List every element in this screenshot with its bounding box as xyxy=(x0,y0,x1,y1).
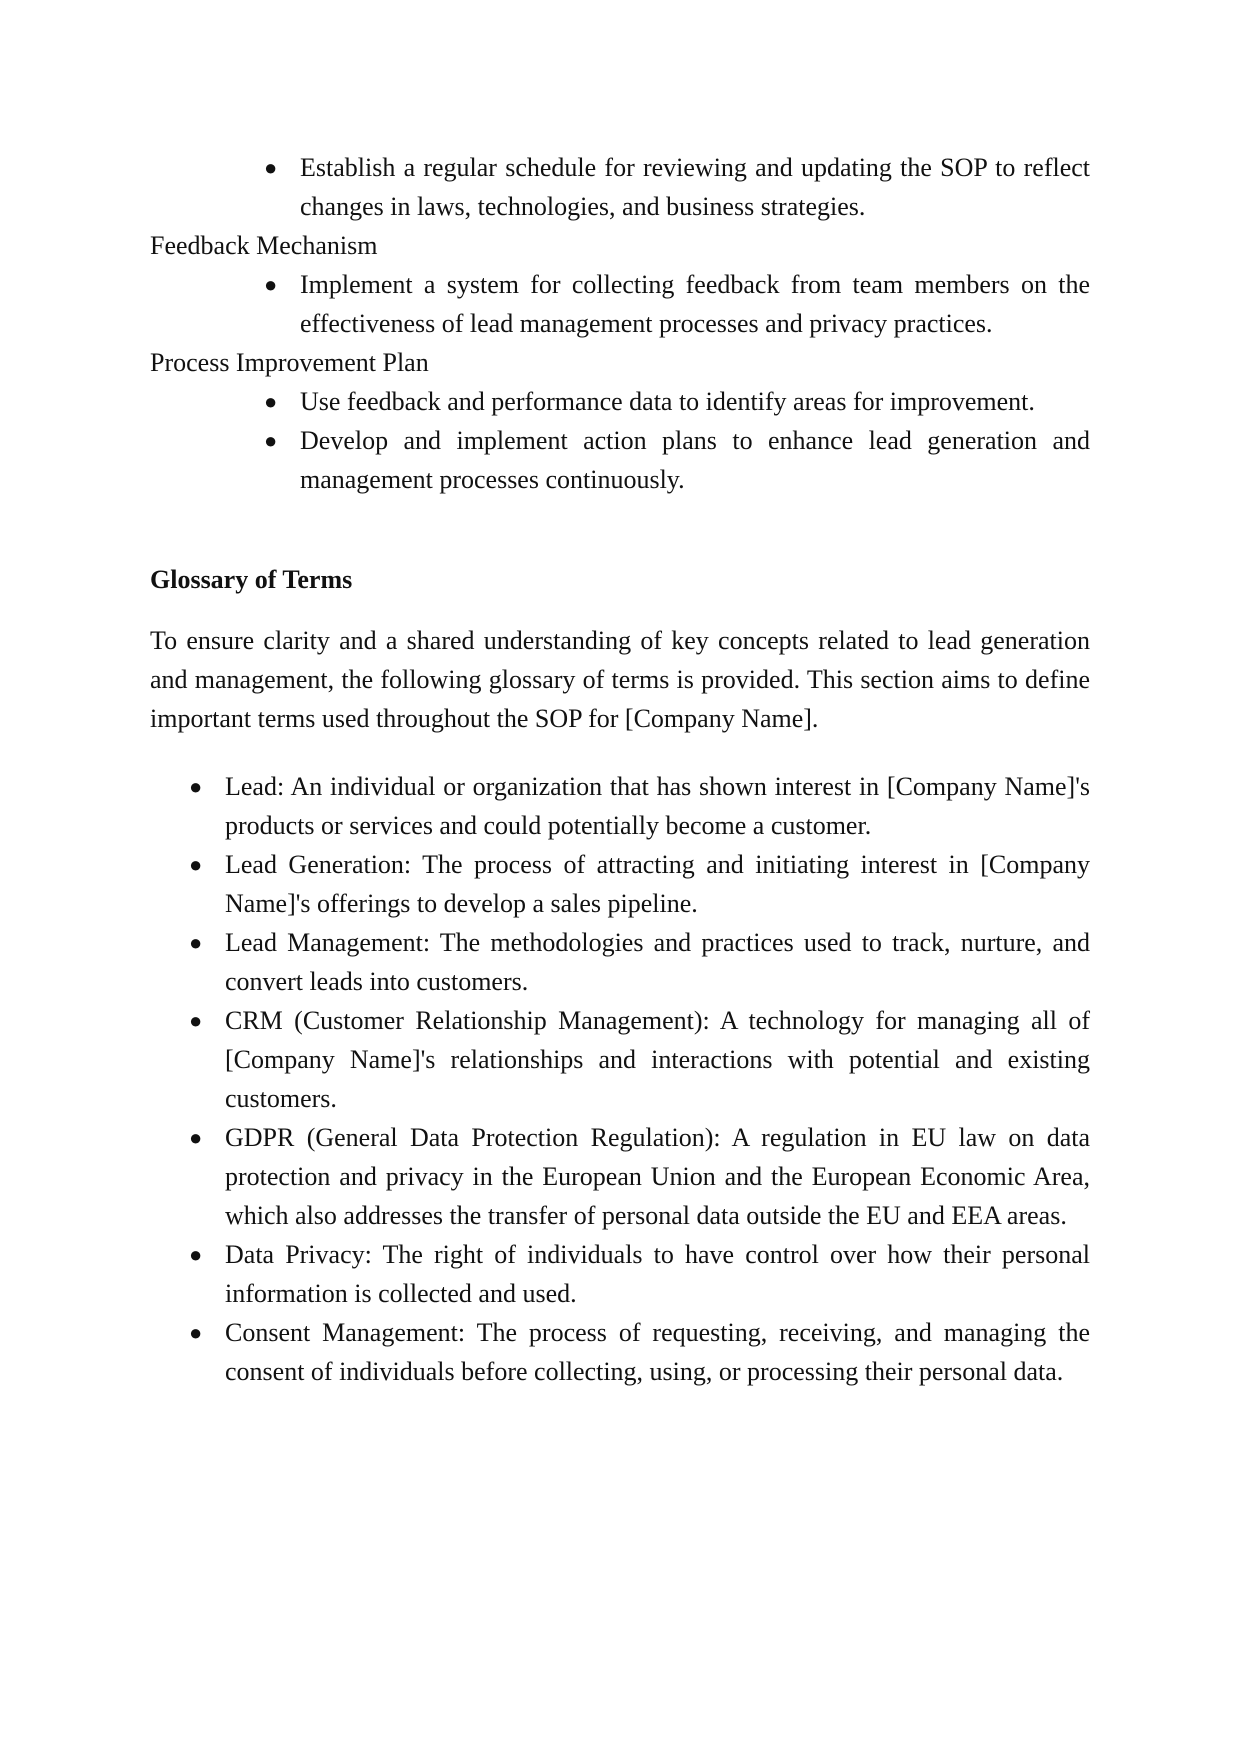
list-item xyxy=(264,265,1090,343)
glossary-title: Glossary of Terms xyxy=(150,565,353,594)
glossary-item-text: CRM (Customer Relationship Management): A technology for managing all of [Company Name]'s relationships and interactions with potential and existing customers. xyxy=(225,1006,1090,1113)
glossary-item xyxy=(189,845,1090,923)
glossary-item-text: Lead Management: The methodologies and practices used to track, nurture, and convert leads into customers. xyxy=(225,928,1090,996)
bullet-icon: ● xyxy=(189,1320,203,1345)
bullet-icon: ● xyxy=(189,774,203,799)
bullet-icon: ● xyxy=(264,272,278,297)
bullet-icon: ● xyxy=(189,1008,203,1033)
glossary-item-text: GDPR (General Data Protection Regulation): A regulation in EU law on data protection and privacy in the European Union and the European Economic Area, which also addresses the transfer of personal data outside the EU and EEA areas. xyxy=(225,1123,1090,1230)
list-item xyxy=(264,148,1090,226)
glossary-item xyxy=(189,1235,1090,1313)
glossary-item-text: Lead Generation: The process of attracting and initiating interest in [Company Name]'s offerings to develop a sales pipeline. xyxy=(225,850,1090,918)
bullet-icon: ● xyxy=(189,930,203,955)
feedback-heading: Feedback Mechanism xyxy=(150,231,378,260)
bullet-icon: ● xyxy=(189,1242,203,1267)
bullet-icon: ● xyxy=(189,852,203,877)
list-item-text: Establish a regular schedule for reviewing and updating the SOP to reflect changes in laws, technologies, and business strategies. xyxy=(300,153,1090,221)
glossary-intro: To ensure clarity and a shared understanding of key concepts related to lead generation and management, the following glossary of terms is provided. This section aims to define important terms used throughout the SOP for [Company Name]. xyxy=(150,626,1090,733)
list-item xyxy=(264,421,1090,499)
glossary-item xyxy=(189,1001,1090,1118)
glossary-item xyxy=(189,923,1090,1001)
list-item-text: Implement a system for collecting feedback from team members on the effectiveness of lead management processes and privacy practices. xyxy=(300,270,1090,338)
bullet-icon: ● xyxy=(264,155,278,180)
improvement-heading: Process Improvement Plan xyxy=(150,348,429,377)
improvement-list xyxy=(150,382,1090,499)
bullet-icon: ● xyxy=(189,1125,203,1150)
list-item-text: Use feedback and performance data to identify areas for improvement. xyxy=(300,387,1035,416)
feedback-list xyxy=(150,265,1090,343)
glossary-item xyxy=(189,1313,1090,1391)
glossary-item-text: Data Privacy: The right of individuals to have control over how their personal information is collected and used. xyxy=(225,1240,1090,1308)
list-item-text: Develop and implement action plans to enhance lead generation and management processes continuously. xyxy=(300,426,1090,494)
glossary-item-text: Consent Management: The process of requesting, receiving, and managing the consent of individuals before collecting, using, or processing their personal data. xyxy=(225,1318,1090,1386)
bullet-icon: ● xyxy=(264,428,278,453)
bullet-icon: ● xyxy=(264,389,278,414)
page-content xyxy=(150,148,1090,1391)
glossary-item xyxy=(189,1118,1090,1235)
list-item xyxy=(264,382,1090,421)
glossary-item xyxy=(189,767,1090,845)
glossary-item-text: Lead: An individual or organization that has shown interest in [Company Name]'s products or services and could potentially become a customer. xyxy=(225,772,1090,840)
glossary-list xyxy=(150,767,1090,1391)
review-list xyxy=(150,148,1090,226)
